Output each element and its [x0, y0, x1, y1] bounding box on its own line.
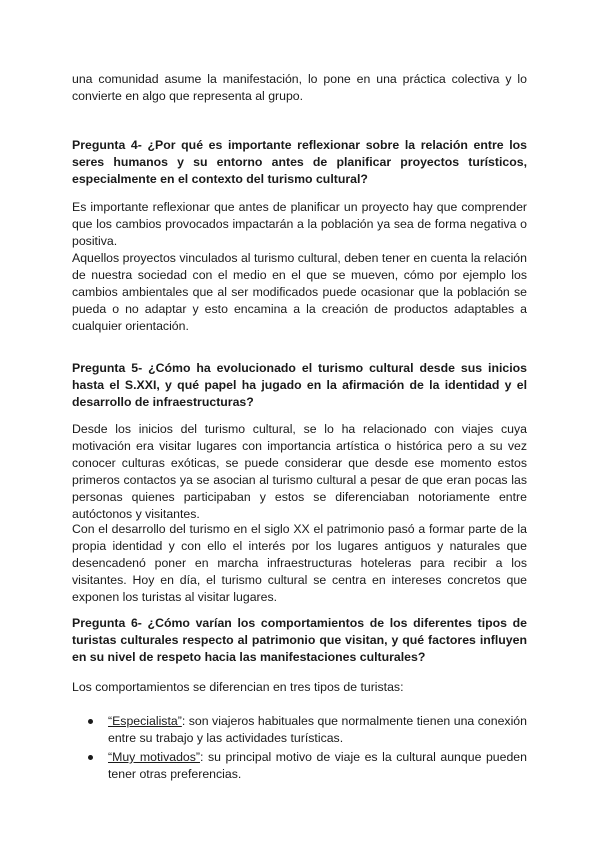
list-item-text: : son viajeros habituales que normalmente tienen una conexión entre su trabajo y las actividades turísticas. — [108, 714, 527, 745]
question-5-answer-1: Desde los inicios del turismo cultural, se lo ha relacionado con viajes cuya motivación era visitar lugares con importancia artística o histórica pero a su vez conocer culturas exóticas, se puede considerar que desde ese momento estos primeros contactos ya se asocian al turismo cultural a pesar de que eran pocas las personas quienes participaban y estos se diferenciaban notoriamente entre autóctonos y visitantes. — [72, 422, 527, 521]
question-6-answer-intro: Los comportamientos se diferencian en tres tipos de turistas: — [72, 680, 404, 694]
question-6-heading: Pregunta 6- ¿Cómo varían los comportamientos de los diferentes tipos de turistas culturales respecto al patrimonio que visitan, y qué factores influyen en su nivel de respeto hacia las manifestaciones culturales? — [72, 616, 527, 664]
question-4-answer-2: Aquellos proyectos vinculados al turismo cultural, deben tener en cuenta la relación de nuestra sociedad con el medio en el que se mueven, cómo por ejemplo los cambios ambientales que al ser modificados puede ocasionar que la población se pueda o no adaptar y esto encamina a la creación de productos adaptables a cualquier orientación. — [72, 251, 527, 333]
question-5-heading: Pregunta 5- ¿Cómo ha evolucionado el turismo cultural desde sus inicios hasta el S.XXI, y qué papel ha jugado en la afirmación de la identidad y el desarrollo de infraestructuras? — [72, 361, 527, 409]
list-item-term: “Especialista” — [108, 714, 182, 728]
question-4-answer-1: Es importante reflexionar que antes de planificar un proyecto hay que comprender que los cambios provocados impactarán a la población ya sea de forma negativa o positiva. — [72, 200, 527, 248]
question-5-answer-2: Con el desarrollo del turismo en el siglo XX el patrimonio pasó a formar parte de la propia identidad y con ello el interés por los lugares antiguos y naturales que desencadenó poner en marcha infraestructuras hoteleras para recibir a los visitantes. Hoy en día, el turismo cultural se centra en intereses concretos que exponen los turistas al visitar lugares. — [72, 522, 527, 604]
list-item — [72, 749, 527, 783]
bullet-icon — [88, 755, 93, 760]
question-4-heading: Pregunta 4- ¿Por qué es importante reflexionar sobre la relación entre los seres humanos y su entorno antes de planificar proyectos turísticos, especialmente en el contexto del turismo cultural? — [72, 138, 527, 186]
bullet-icon — [88, 719, 93, 724]
tourist-types-list — [72, 713, 527, 785]
list-item — [72, 713, 527, 747]
intro-paragraph: una comunidad asume la manifestación, lo pone en una práctica colectiva y lo convierte en algo que representa al grupo. — [72, 72, 527, 103]
list-item-text: : su principal motivo de viaje es la cultural aunque pueden tener otras preferencias. — [108, 750, 527, 781]
list-item-term: “Muy motivados” — [108, 750, 200, 764]
